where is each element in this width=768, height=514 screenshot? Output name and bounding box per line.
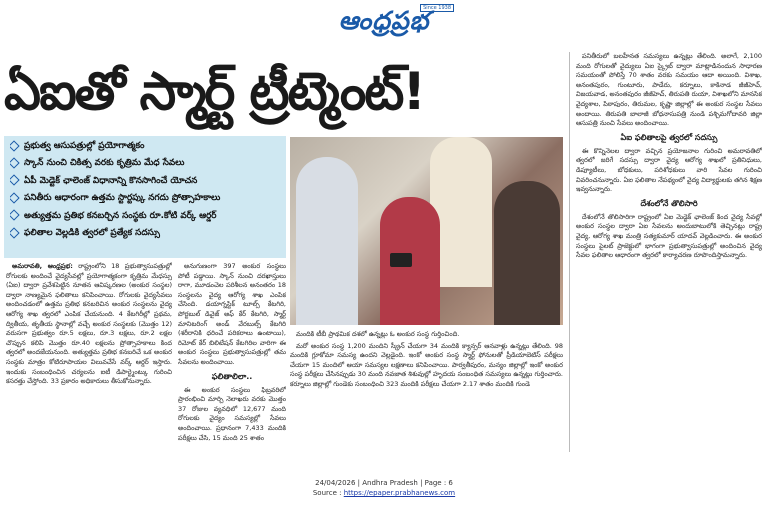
article-column-1 — [6, 262, 172, 452]
phone-device — [390, 253, 412, 267]
photo-caption: మందికి టీబీ ప్రాథమిక దశలో ఉన్నట్లు ఓ అంకుర సంస్థ గుర్తించింది. — [296, 330, 460, 338]
article-text: మరో అంకుర సంస్థ 1,200 మందిని స్క్రీన్ చేయగా 34 మందికి క్యాన్సర్ ఆనవాళ్లు ఉన్నట్లు తేలింది. 98 మందికి గ్లూకోమా సమస్య ఉందని వెల్లడైంది. ఇంకో అంకుర సంస్థ స్మార్ట్ ఫోనులతో ప్రీడియాబెటిస్ పరీక్షలు చేయగా 15 మందిలో ఆయా సమస్యల లక్షణాలు కనిపించాయి. పార్వతీపురం, మన్యం జిల్లాల్లో ఇంకో అంకుర సంస్థ పరీక్షలు చేసినప్పుడు 30 మంది నవజాత శిశువుల్లో హృదయ సంబంధిత సమస్యలు ఉన్నట్లు గుర్తించారు. కర్నూలు జిల్లాల్లో గుండెకు సంబంధించి 323 మందికి పరీక్షలు చేయగా 2.17 శాతం మందికి గుండె — [290, 341, 563, 388]
article-column-4 — [576, 52, 762, 452]
headline: ఏఐతో స్మార్ట్ ట్రీట్మెంట్! — [4, 62, 425, 122]
source-link[interactable]: https://epaper.prabhanews.com — [343, 489, 456, 497]
article-text: ఈ అంకుర సంస్థలు ఫిబ్రవరిలో ప్రారంభించి మార్చి నెలాఖరు వరకు మొత్తం 37 రోజుల వ్యవధిలో 12,677 మంది రోగులకు వైద్యం సమస్యల్లో సేవలు అందించాయి. ప్రధానంగా 7,433 మందికి పరీక్షలు చేసి, 15 మంది 25 శాతం — [178, 385, 286, 442]
key-point — [10, 138, 280, 155]
photo-figure-woman — [494, 181, 560, 325]
article-photo — [290, 137, 563, 325]
bullet-icon — [10, 175, 20, 186]
edition-info: 24/04/2026 | Andhra Pradesh | Page : 6 — [315, 479, 453, 487]
newspaper-logo[interactable] — [320, 4, 451, 40]
key-point — [10, 155, 280, 172]
subheading-first-in-country: దేశంలోనే తొలిసారి — [640, 198, 698, 208]
key-point-text: స్కాన్ నుంచి చికిత్స వరకు కృత్రిమ మేధ సేవలు — [24, 158, 185, 169]
bullet-icon — [10, 140, 20, 151]
logo-badge: Since 1938 — [420, 4, 454, 12]
key-point-text: ప్రభుత్వ ఆసుపత్రుల్లో ప్రయోగాత్మకం — [24, 141, 145, 151]
article-column-3 — [290, 330, 563, 452]
subheading-results: ఫలితాలిలా.. — [211, 371, 253, 381]
bullet-icon — [10, 157, 20, 168]
key-point-text: ఫలితాల వెల్లడికి త్వరలో ప్రత్యేక సదస్సు — [24, 228, 160, 239]
article-text: ఈ కొన్నినెలల ద్వారా వచ్చిన ప్రయోజనాల గురించి అమరావతిలో త్వరలో జరిగే సదస్సు ద్వారా వైద్య ఆరోగ్య శాఖలో ప్రతినిధులు, డిప్యూటీలు, బోధకులు, పరిశోధకులు వారి సేవల గురించి వివరించనున్నారు. ఏఐ ఫలితాల నేపథ్యంలో వైద్య విద్యార్థులకు తగిన శిక్షణ ఇవ్వనున్నారు. — [576, 146, 762, 194]
bullet-icon — [10, 192, 20, 203]
logo-text: ఆంధ్రప్రభ — [338, 6, 430, 35]
masthead — [0, 0, 768, 52]
dateline: అమరావతి, ఆంధ్రప్రభ: — [12, 262, 73, 270]
key-point — [10, 190, 280, 207]
article-text: దేశంలోనే తొలిసారిగా రాష్ట్రంలో ఏఐ మెడ్టెక్ ఛాలెంజ్ కింద వైద్య సేవల్లో అంకుర సంస్థల ద్వారా ఏఐ సేవలను అందుబాటులోకి తెచ్చినట్లు రాష్ట్ర వైద్య, ఆరోగ్య శాఖ మంత్రి సత్యకుమార్ యాదవ్ వెల్లడించారు. ఈ అంకుర సంస్థలు పైలట్ ప్రాజెక్టులో భాగంగా ప్రభుత్వాసుపత్రుల్లో అందించిన వైద్య సేవల ఫలితాల ఆధారంగా త్వరలో కార్యాచరణ రూపొందిస్తామన్నారు. — [576, 212, 762, 260]
key-points-box — [4, 136, 286, 258]
subheading-conference: ఏఐ ఫలితాలపై త్వరలో సదస్సు — [620, 132, 718, 142]
article-text: పనితీరులో బలహీనత సమస్యలు ఉన్నట్లు తేలింది. అలాగే, 2,100 మంది రోగులతో వైద్యులు ఏఐ స్క్రైబ్ ద్వారా మాట్లాడినందున సాధారణ సమయంతో పోలిస్తే 70 శాతం వరకు సమయం ఆదా అయింది. విశాఖ, అనంతపురం, గుంటూరు, పాడేరు, కర్నూలు, కాకినాడ జీజీహెచ్, విజయవాడ, అనంతపురం జీజీహెచ్, తిరుపతి రుయా, విశాఖలోని మానసిక వైద్యశాల, పిఠాపురం, తిరుమల, కృష్ణా జిల్లాల్లో ఈ అంకుర సంస్థల సేవలు అందాయి. తిరుపతి బాలాజీ బోధనాసుపత్రి నుండి పశ్చిమగోదావరి జిల్లా ఆసుపత్రి నుంచి సేవలు అందించాయి. — [576, 52, 762, 128]
bullet-icon — [10, 209, 20, 220]
key-point — [10, 173, 280, 190]
key-point-text: పనితీరు ఆధారంగా ఉత్తమ స్టార్టప్కు నగదు ప్రోత్సాహకాలు — [24, 193, 221, 204]
key-point-text: ఏపీ మెడ్టెక్ ఛాలెంజ్ విధానాన్ని కొనసాగించే యోచన — [24, 175, 198, 186]
source-label: Source : — [312, 489, 344, 497]
article-text: అనుగుణంగా 397 అంకుర సంస్థలు పోటీ పడ్డాయి. స్కాన్ నుంచి దరఖాస్తులు రాగా, మూడంచెల పరిశీలన అనంతరం 18 సంస్థలను వైద్య ఆరోగ్య శాఖ ఎంపిక చేసింది. డయాగ్నస్టిక్ టూల్స్ కేటగిరి, పోర్టబుల్ డివైజ్ అఫ్ కేర్ కేటగిరి, స్మార్ట్ మానిటరింగ్ అండ్ వేరబుల్స్ కేటగిరి (శరీరానికి ధరించే పరికరాలు ఉంటాయి), రిమోట్ కేర్ బిలిటేషన్ కేటగిరిల వారిగా ఈ అంకుర సంస్థలు ప్రభుత్వాసుపత్రుల్లో తమ సేవలను అందించాయి. — [178, 262, 286, 366]
page-footer — [0, 478, 768, 498]
article-column-2 — [178, 262, 286, 452]
key-point — [10, 208, 280, 225]
photo-figure-man — [296, 157, 358, 325]
column-divider — [569, 52, 570, 452]
source-line — [0, 488, 768, 498]
article-text: రాష్ట్రంలోని 18 ప్రభుత్వాసుపత్రుల్లో రోగులకు అందించే వైద్యసేవల్లో ప్రయోగాత్మకంగా కృత్రిమ మేధస్సు (ఏఐ) ద్వారా ప్రవేశపెట్టిన నూతన ఆవిష్కరణల (అంకుర సంస్థల) ద్వారా నాణ్యమైన ఫలితాలు కనిపించాయి. రోగులకు వైద్యసేవలు అందించడంలో ఉత్తమ ప్రతిభ కనబరిచిన అంకుర సంస్థలను వైద్య ఆరోగ్య శాఖ త్వరలో ఎంపిక చేయనుంది. 4 కేటగిరీల్లో ప్రథమ, ద్వితీయ, తృతీయ స్థానాల్లో వచ్చే అంకుర సంస్థలకు (మొత్తం 12) వరుసగా ప్రభుత్వం రూ.5 లక్షలు, రూ.3 లక్షలు, రూ.2 లక్షల చొప్పున కలిపి మొత్తం రూ.40 లక్షలను ప్రోత్సాహకాలు కింద త్వరలో అందజేయనుంది. అత్యుత్తమ ప్రతిభ కనబరిచే ఒక అంకుర సంస్థకు మాత్రం కోటిరూపాయల విలువచేసే వర్క్ ఆర్డర్ ఇస్తారు. ఇందుకు సంబంధించిన చర్యలను ఐటీ డిపార్ట్మెంట్కు గురించి కసరత్తు చేస్తోంది. 33 ప్రకారం అధికారులు తీసుకోనున్నారు. — [6, 262, 172, 386]
key-point — [10, 225, 280, 242]
key-point-text: అత్యుత్తమ ప్రతిభ కనబర్చిన సంస్థకు రూ.కోటి వర్క్ ఆర్డర్ — [24, 210, 217, 221]
bullet-icon — [10, 227, 20, 238]
